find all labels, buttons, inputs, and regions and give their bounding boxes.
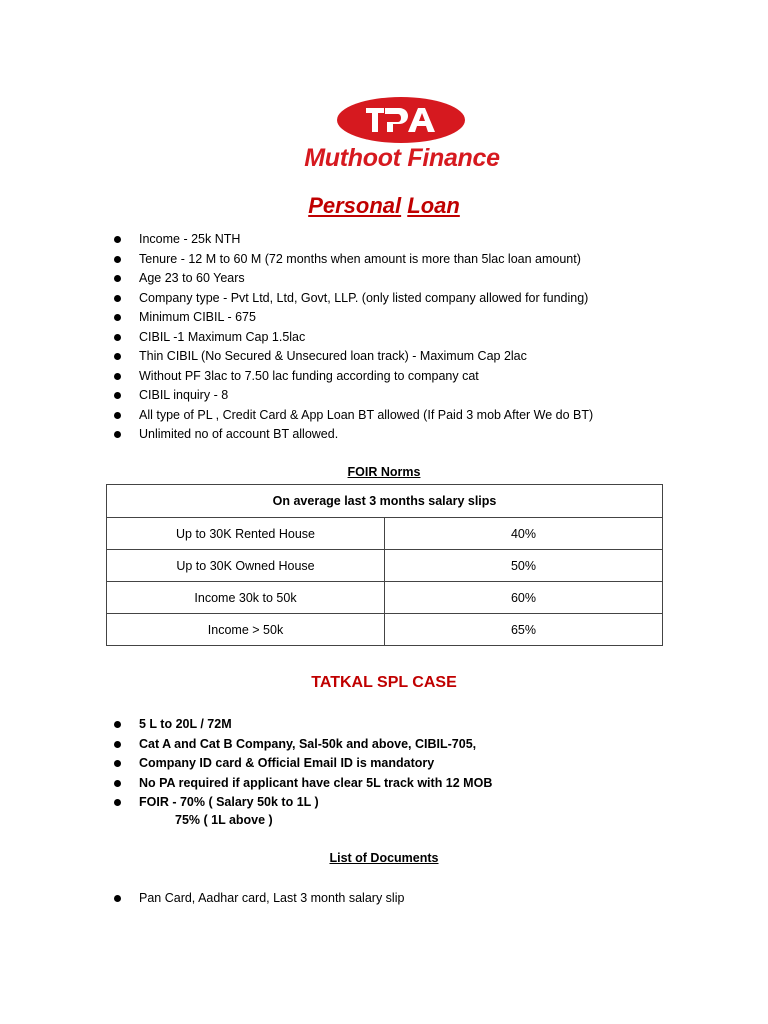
list-item: Unlimited no of account BT allowed. xyxy=(112,425,593,445)
list-item: Thin CIBIL (No Secured & Unsecured loan track) - Maximum Cap 2lac xyxy=(112,347,593,367)
table-cell-label: Income > 50k xyxy=(107,614,385,646)
list-item: Minimum CIBIL - 675 xyxy=(112,308,593,328)
foir-heading: FOIR Norms xyxy=(347,465,421,479)
muthoot-pa-logo-icon xyxy=(336,96,466,144)
list-item: Without PF 3lac to 7.50 lac funding according to company cat xyxy=(112,367,593,387)
table-row xyxy=(107,550,663,582)
list-item: Income - 25k NTH xyxy=(112,230,593,250)
list-item: CIBIL inquiry - 8 xyxy=(112,386,593,406)
page-title xyxy=(0,193,768,219)
list-item: Age 23 to 60 Years xyxy=(112,269,593,289)
list-item: CIBIL -1 Maximum Cap 1.5lac xyxy=(112,328,593,348)
eligibility-criteria-list xyxy=(112,230,593,445)
table-header-row xyxy=(107,485,663,518)
table-row xyxy=(107,582,663,614)
list-item: 5 L to 20L / 72M xyxy=(112,715,492,735)
list-item: FOIR - 70% ( Salary 50k to 1L ) xyxy=(112,793,492,813)
table-cell-value: 60% xyxy=(385,582,663,614)
list-item: Cat A and Cat B Company, Sal-50k and above, CIBIL-705, xyxy=(112,735,492,755)
brand-name: Muthoot Finance xyxy=(304,144,500,172)
tatkal-list xyxy=(112,715,492,813)
list-item: Company type - Pvt Ltd, Ltd, Govt, LLP. (only listed company allowed for funding) xyxy=(112,289,593,309)
foir-table xyxy=(106,484,663,646)
table-cell-label: Income 30k to 50k xyxy=(107,582,385,614)
table-row xyxy=(107,518,663,550)
table-cell-value: 50% xyxy=(385,550,663,582)
list-item: No PA required if applicant have clear 5L track with 12 MOB xyxy=(112,774,492,794)
list-item: All type of PL , Credit Card & App Loan BT allowed (If Paid 3 mob After We do BT) xyxy=(112,406,593,426)
foir-continuation: 75% ( 1L above ) xyxy=(175,813,273,827)
table-header: On average last 3 months salary slips xyxy=(107,485,663,518)
table-cell-value: 65% xyxy=(385,614,663,646)
title-word-loan: Loan xyxy=(407,193,460,218)
list-item: Company ID card & Official Email ID is mandatory xyxy=(112,754,492,774)
table-cell-label: Up to 30K Rented House xyxy=(107,518,385,550)
tatkal-title: TATKAL SPL CASE xyxy=(311,674,457,691)
title-word-personal: Personal xyxy=(308,193,402,218)
list-item: Tenure - 12 M to 60 M (72 months when amount is more than 5lac loan amount) xyxy=(112,250,593,270)
muthoot-finance-logo xyxy=(262,94,542,178)
table-cell-value: 40% xyxy=(385,518,663,550)
documents-heading: List of Documents xyxy=(329,851,439,865)
documents-list xyxy=(112,889,404,909)
table-cell-label: Up to 30K Owned House xyxy=(107,550,385,582)
table-row xyxy=(107,614,663,646)
list-item: Pan Card, Aadhar card, Last 3 month salary slip xyxy=(112,889,404,909)
